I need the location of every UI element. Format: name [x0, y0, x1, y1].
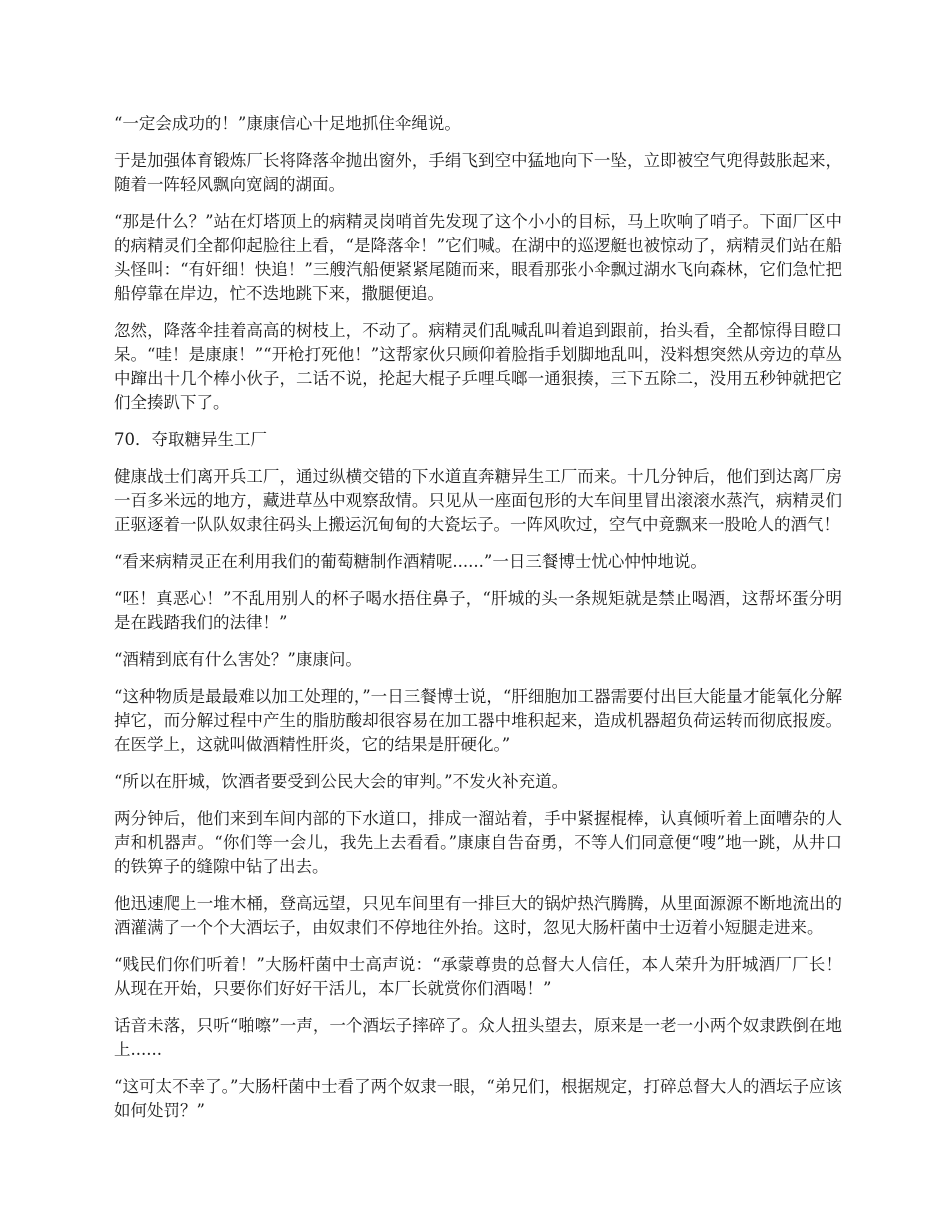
document-body [114, 112, 842, 1136]
paragraph: 忽然，降落伞挂着高高的树枝上，不动了。病精灵们乱喊乱叫着追到跟前，抬头看，全都惊得目瞪口呆。“哇！是康康！”“开枪打死他！”这帮家伙只顾仰着脸指手划脚地乱叫，没料想突然从旁边的草丛中蹿出十几个棒小伙子，二话不说，抡起大棍子乒哩乓啷一通狠揍，三下五除二，没用五秒钟就把它们全揍趴下了。 [114, 321, 842, 412]
paragraph: 健康战士们离开兵工厂，通过纵横交错的下水道直奔糖异生工厂而来。十几分钟后，他们到达离厂房一百多米远的地方，藏进草丛中观察敌情。只见从一座面包形的大车间里冒出滚滚水蒸汽，病精灵们正驱逐着一队队奴隶往码头上搬运沉甸甸的大瓷坛子。一阵风吹过，空气中竟飘来一股呛人的酒气！ [114, 467, 842, 534]
paragraph: 两分钟后，他们来到车间内部的下水道口，排成一溜站着，手中紧握棍棒，认真倾听着上面嘈杂的人声和机器声。“你们等一会儿，我先上去看看。”康康自告奋勇，不等人们同意便“嗖”地一跳，从井口的铁箅子的缝隙中钻了出去。 [114, 809, 842, 876]
paragraph: “看来病精灵正在利用我们的葡萄糖制作酒精呢......”一日三餐博士忧心忡忡地说。 [114, 552, 707, 571]
paragraph: “一定会成功的！”康康信心十足地抓住伞绳说。 [114, 114, 461, 133]
section-heading: 70．夺取糖异生工厂 [114, 430, 267, 449]
paragraph: “那是什么？”站在灯塔顶上的病精灵岗哨首先发现了这个小小的目标，马上吹响了哨子。下面厂区中的病精灵们全都仰起脸往上看，“是降落伞！”它们喊。在湖中的巡逻艇也被惊动了，病精灵们站在船头怪叫：“有奸细！快追！”三艘汽船便紧紧尾随而来，眼看那张小伞飘过湖水飞向森林，它们急忙把船停靠在岸边，忙不迭地跳下来，撒腿便追。 [114, 212, 842, 303]
paragraph: “酒精到底有什么害处？”康康问。 [114, 650, 362, 669]
paragraph: “呸！真恶心！”不乱用别人的杯子喝水捂住鼻子，“肝城的头一条规矩就是禁止喝酒，这帮坏蛋分明是在践踏我们的法律！” [114, 589, 842, 632]
paragraph: 话音未落，只听“啪嚓”一声，一个酒坛子摔碎了。众人扭头望去，原来是一老一小两个奴隶跌倒在地上...... [114, 1016, 842, 1059]
paragraph: 他迅速爬上一堆木桶，登高远望，只见车间里有一排巨大的锅炉热汽腾腾，从里面源源不断地流出的酒灌满了一个个大酒坛子，由奴隶们不停地往外抬。这时，忽见大肠杆菌中士迈着小短腿走进来。 [114, 894, 842, 937]
paragraph: 于是加强体育锻炼厂长将降落伞抛出窗外，手绢飞到空中猛地向下一坠，立即被空气兜得鼓胀起来，随着一阵轻风飘向宽阔的湖面。 [114, 151, 842, 194]
paragraph: “贱民们你们听着！”大肠杆菌中士高声说：“承蒙尊贵的总督大人信任，本人荣升为肝城酒厂厂长！从现在开始，只要你们好好干活儿，本厂长就赏你们酒喝！” [114, 955, 842, 998]
paragraph: “所以在肝城，饮酒者要受到公民大会的审判。”不发火补充道。 [114, 772, 569, 791]
paragraph: “这可太不幸了。”大肠杆菌中士看了两个奴隶一眼，“弟兄们，根据规定，打碎总督大人的酒坛子应该如何处罚？” [114, 1077, 842, 1120]
paragraph: “这种物质是最最难以加工处理的，”一日三餐博士说，“肝细胞加工器需要付出巨大能量才能氧化分解掉它，而分解过程中产生的脂肪酸却很容易在加工器中堆积起来，造成机器超负荷运转而彻底报废。在医学上，这就叫做酒精性肝炎，它的结果是肝硬化。” [114, 687, 842, 754]
